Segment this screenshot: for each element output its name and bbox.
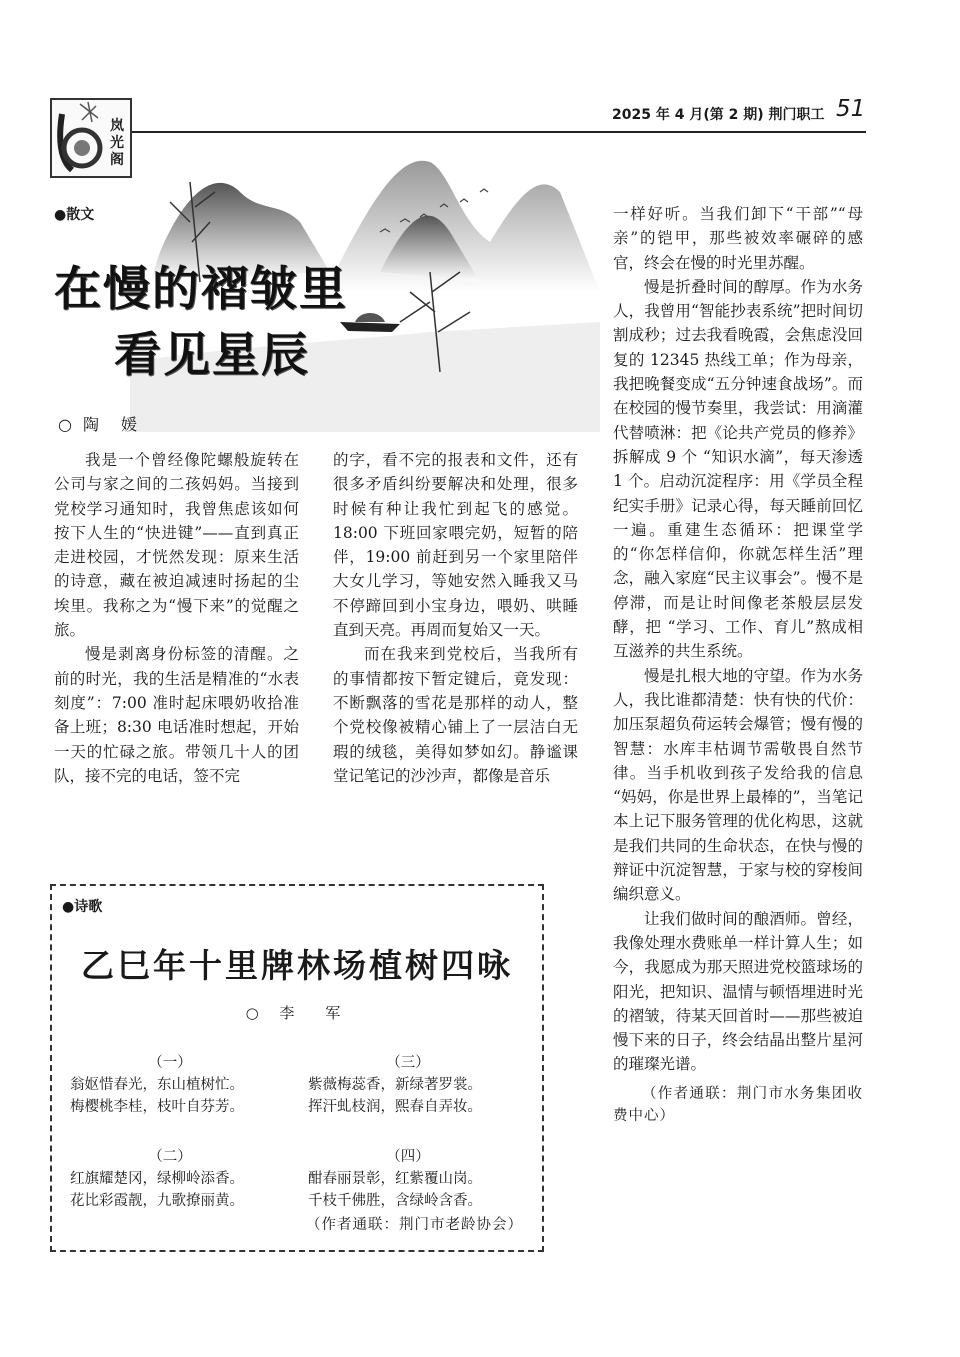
stanza-number: （三） [386,1055,430,1071]
paragraph: 我是一个曾经像陀螺般旋转在公司与家之间的二孩妈妈。当接到党校学习通知时，我曾焦虑该如何按下人生的“快进键”——直到真正走进校园，才恍然发现：原来生活的诗意，藏在被迫减速时扬起的尘埃里。我称之为“慢下来”的觉醒之旅。 [54,451,299,640]
poem-author: ○ 李 军 [245,1004,349,1022]
poem-stanza [308,1052,508,1118]
stanza-number: （一） [148,1055,192,1071]
poem-title: 乙巳年十里牌林场植树四咏 [81,946,513,985]
essay-author: ○ 陶 媛 [58,415,141,434]
poem-stanza [70,1052,270,1118]
essay-column-2 [333,448,578,788]
stanza-number: （二） [148,1149,192,1165]
poem-line: 红旗耀楚冈，绿柳岭添香。 [70,1171,244,1187]
poem-line: 花比彩霞靓，九歌撩丽黄。 [70,1193,244,1209]
poem-line: 酣春丽景彰，红紫覆山岗。 [308,1171,482,1187]
paragraph: 一样好听。当我们卸下“干部”“母亲”的铠甲，那些被效率碾碎的感官，终会在慢的时光里苏醒。 [613,205,863,272]
paragraph: 的字，看不完的报表和文件，还有很多矛盾纠纷要解决和处理，很多时候有种让我忙到起飞的感觉。18:00 下班回家喂完奶，短暂的陪伴，19:00 前赶到另一个家里陪伴大女儿学习，等她安然入睡我又马不停蹄回到小宝身边，喂奶、哄睡直到天亮。再周而复始又一天。 [333,451,578,640]
poem-author-note: （作者通联：荆门市老龄协会） [306,1217,523,1233]
paragraph: 慢是扎根大地的守望。作为水务人，我比谁都清楚：快有快的代价：加压泵超负荷运转会爆管；慢有慢的智慧：水库丰枯调节需敬畏自然节律。当手机收到孩子发给我的信息 “妈妈，你是世界上最棒的”，当笔记本上记下服务管理的优化构思，这就是我们共同的生命状态，在快与慢的辩证中沉淀智慧，于家与校的穿梭间编织意义。 [613,666,863,904]
page-number: 51 [836,96,866,122]
essay-column-1 [54,448,299,788]
poem-stanza [308,1146,508,1212]
brush-logo-icon [52,100,112,176]
poem-stanza [70,1146,270,1212]
issue-info: 2025 年 4 月(第 2 期) 荆门职工 [612,107,825,123]
poem-line: 梅樱桃李桂，枝叶自芬芳。 [70,1099,244,1115]
essay-title-line1: 在慢的褶皱里 [54,262,348,317]
paragraph: 而在我来到党校后，当我所有的事情都按下暂定键后，竟发现：不断飘落的雪花是那样的动人，整个党校像被精心铺上了一层洁白无瑕的绒毯，美得如梦如幻。静谧课堂记笔记的沙沙声，都像是音乐 [333,645,578,785]
paragraph: 慢是剥离身份标签的清醒。之前的时光，我的生活是精准的“水表刻度”：7:00 准时起床喂奶收拾准备上班；8:30 电话准时想起，开始一天的忙碌之旅。带领几十人的团队，接不完的电话，签不完 [54,645,299,785]
essay-title-line2: 看见星辰 [114,328,310,383]
poem-line: 紫薇梅蕊香，新绿著罗裳。 [308,1077,482,1093]
essay-section-label: ●散文 [54,207,95,223]
paragraph: 慢是折叠时间的醇厚。作为水务人，我曾用“智能抄表系统”把时间切割成秒；过去我看晚霞，会焦虑没回复的 12345 热线工单；作为母亲，我把晚餐变成“五分钟速食战场”。而在校园的慢节奏里，我尝试：用滴灌代替喷淋：把《论共产党员的修养》拆解成 9 个 “知识水滴”，每天渗透 1 个。启动沉淀程序：用《学员全程纪实手册》记录心得，每天睡前回忆一遍。重建生态循环：把课堂学的“你怎样信仰，你就怎样生活”理念，融入家庭“民主议事会”。慢不是停滞，而是让时间像老茶般层层发酵，把 “学习、工作、育儿”熬成相互滋养的共生系统。 [613,277,863,661]
essay-column-3 [613,202,863,1127]
poem-section-label: ●诗歌 [62,899,103,915]
poem-line: 翁妪惜春光，东山植树忙。 [70,1077,244,1093]
column-name: 岚光阁 [110,118,124,168]
poem-line: 挥汗虬枝润，熙春自弄妆。 [308,1099,482,1115]
essay-author-note: （作者通联：荆门市水务集团收费中心） [613,1085,863,1124]
paragraph: 让我们做时间的酿酒师。曾经，我像处理水费账单一样计算人生；如今，我愿成为那天照进党校篮球场的阳光，把知识、温情与顿悟埋进时光的褶皱，待某天回首时——那些被迫慢下来的日子，终会结晶出整片星河的璀璨光谱。 [613,909,863,1074]
stanza-number: （四） [386,1149,430,1165]
poem-line: 千枝千佛胜，含绿岭含香。 [308,1193,482,1209]
